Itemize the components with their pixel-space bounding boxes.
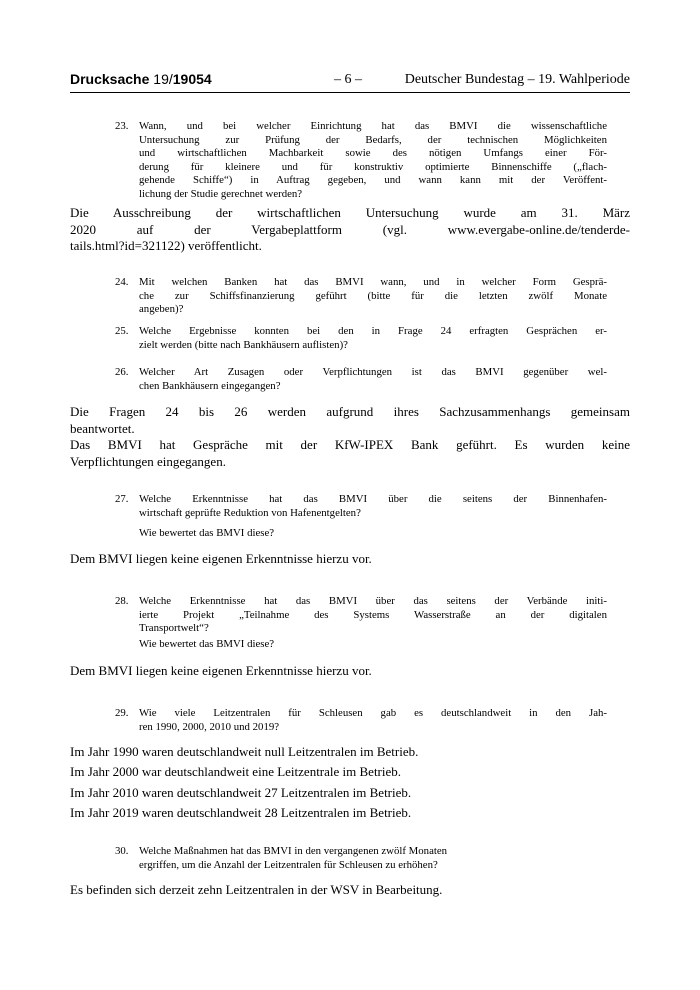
- answer-line: Im Jahr 1990 waren deutschlandweit null Leitzentralen im Betrieb.: [70, 744, 419, 759]
- question-line: Wie viele Leitzentralen für Schleusen gab es deutschlandweit in den Jah-: [139, 707, 607, 719]
- question-line: ren 1990, 2000, 2010 und 2019?: [139, 720, 280, 733]
- question-text: [139, 366, 607, 393]
- question-line: Welche Erkenntnisse hat das BMVI über das seitens der Verbände initi-: [139, 595, 607, 607]
- question-number: 27.: [115, 493, 129, 505]
- question-text: [139, 276, 607, 317]
- answer-24-26-p2: [70, 437, 630, 470]
- question-number: 24.: [115, 276, 129, 288]
- question-line: lichung der Studie gerechnet werden?: [139, 187, 303, 200]
- answer-line: beantwortet.: [70, 420, 135, 436]
- question-text: [139, 595, 607, 636]
- answer-23: [70, 205, 630, 255]
- answer-line: Die Fragen 24 bis 26 werden aufgrund ihres Sachzusammenhangs gemeinsam: [70, 404, 630, 419]
- answer-line: Es befinden sich derzeit zehn Leitzentralen in der WSV in Bearbeitung.: [70, 882, 443, 897]
- question-line: che zur Schiffsfinanzierung geführt (bitte für die letzten zwölf Monate: [139, 289, 607, 302]
- page-number: – 6 –: [334, 72, 362, 87]
- question-line: gehende Schiffe“) in Auftrag gegeben, und wann kann mit der Veröffent-: [139, 174, 607, 187]
- answer-line: Verpflichtungen eingegangen.: [70, 453, 226, 469]
- question-line: Wann, und bei welcher Einrichtung hat das BMVI die wissenschaftliche: [139, 120, 607, 132]
- answer-line: Im Jahr 2000 war deutschlandweit eine Leitzentrale im Betrieb.: [70, 764, 402, 780]
- question-line: Welcher Art Zusagen oder Verpflichtungen ist das BMVI gegenüber wel-: [139, 366, 607, 378]
- question-number: 30.: [115, 845, 129, 857]
- page-header: [70, 70, 630, 93]
- answer-line: 2020 auf der Vergabeplattform (vgl. www.evergabe-online.de/tenderde-: [70, 221, 630, 237]
- question-number: 28.: [115, 595, 129, 607]
- question-number: 23.: [115, 120, 129, 132]
- question-line: ergriffen, um die Anzahl der Leitzentralen für Schleusen zu erhöhen?: [139, 858, 438, 871]
- question-text: [139, 120, 607, 202]
- question-line: wirtschaft geprüfte Reduktion von Hafenentgelten?: [139, 506, 361, 519]
- drucksache-prefix: 19/: [153, 71, 173, 87]
- question-line: Untersuchung zur Prüfung der Bedarfs, der technischen Möglichkeiten: [139, 133, 607, 146]
- question-text: [139, 845, 607, 872]
- question-line: angeben)?: [139, 303, 184, 316]
- question-line: Welche Erkenntnisse hat das BMVI über die seitens der Binnenhafen-: [139, 493, 607, 505]
- answer-line: Im Jahr 2019 waren deutschlandweit 28 Leitzentralen im Betrieb.: [70, 804, 412, 820]
- question-line: chen Bankhäusern eingegangen?: [139, 379, 281, 392]
- question-number: 25.: [115, 325, 129, 337]
- answer-line: Im Jahr 2010 waren deutschlandweit 27 Leitzentralen im Betrieb.: [70, 784, 412, 800]
- answer-28: [70, 663, 630, 680]
- answer-29: [70, 742, 630, 823]
- question-line: Transportwelt“?: [139, 622, 209, 635]
- question-line: und wirtschaftlichen Machbarkeit sowie des nötigen Umfangs einer För-: [139, 147, 607, 160]
- answer-27: [70, 551, 630, 568]
- question-text: [139, 325, 607, 352]
- drucksache-label: Drucksache: [70, 71, 154, 87]
- answer-line: Das BMVI hat Gespräche mit der KfW-IPEX Bank geführt. Es wurden keine: [70, 437, 630, 452]
- institution-label: Deutscher Bundestag – 19. Wahlperiode: [404, 72, 630, 87]
- answer-line: Dem BMVI liegen keine eigenen Erkenntnisse hierzu vor.: [70, 663, 372, 678]
- question-line: zielt werden (bitte nach Bankhäusern auflisten)?: [139, 338, 348, 351]
- question-text: [139, 493, 607, 520]
- answer-line: tails.html?id=321122) veröffentlicht.: [70, 238, 262, 253]
- question-number: 26.: [115, 366, 129, 378]
- answer-24-26-p1: [70, 404, 630, 437]
- question-line: ierte Projekt „Teilnahme des Systems Wasserstraße an der digitalen: [139, 608, 607, 621]
- answer-line: Die Ausschreibung der wirtschaftlichen Untersuchung wurde am 31. März: [70, 205, 630, 220]
- question-line: Welche Ergebnisse konnten bei den in Frage 24 erfragten Gesprächen er-: [139, 325, 607, 337]
- answer-30: [70, 882, 630, 899]
- question-text: [139, 707, 607, 734]
- question-28-sub: Wie bewertet das BMVI diese?: [139, 638, 275, 650]
- question-line: Mit welchen Banken hat das BMVI wann, und in welcher Form Gesprä-: [139, 276, 607, 288]
- answer-line: Dem BMVI liegen keine eigenen Erkenntnisse hierzu vor.: [70, 551, 372, 566]
- question-27-sub: Wie bewertet das BMVI diese?: [139, 527, 275, 539]
- question-line: Welche Maßnahmen hat das BMVI in den vergangenen zwölf Monaten: [139, 845, 448, 857]
- question-number: 29.: [115, 707, 129, 719]
- question-line: derung für kleinere und für konstruktiv optimierte Binnenschiffe („flach-: [139, 160, 607, 173]
- drucksache-number: 19054: [172, 71, 212, 87]
- drucksache-reference: [70, 71, 212, 87]
